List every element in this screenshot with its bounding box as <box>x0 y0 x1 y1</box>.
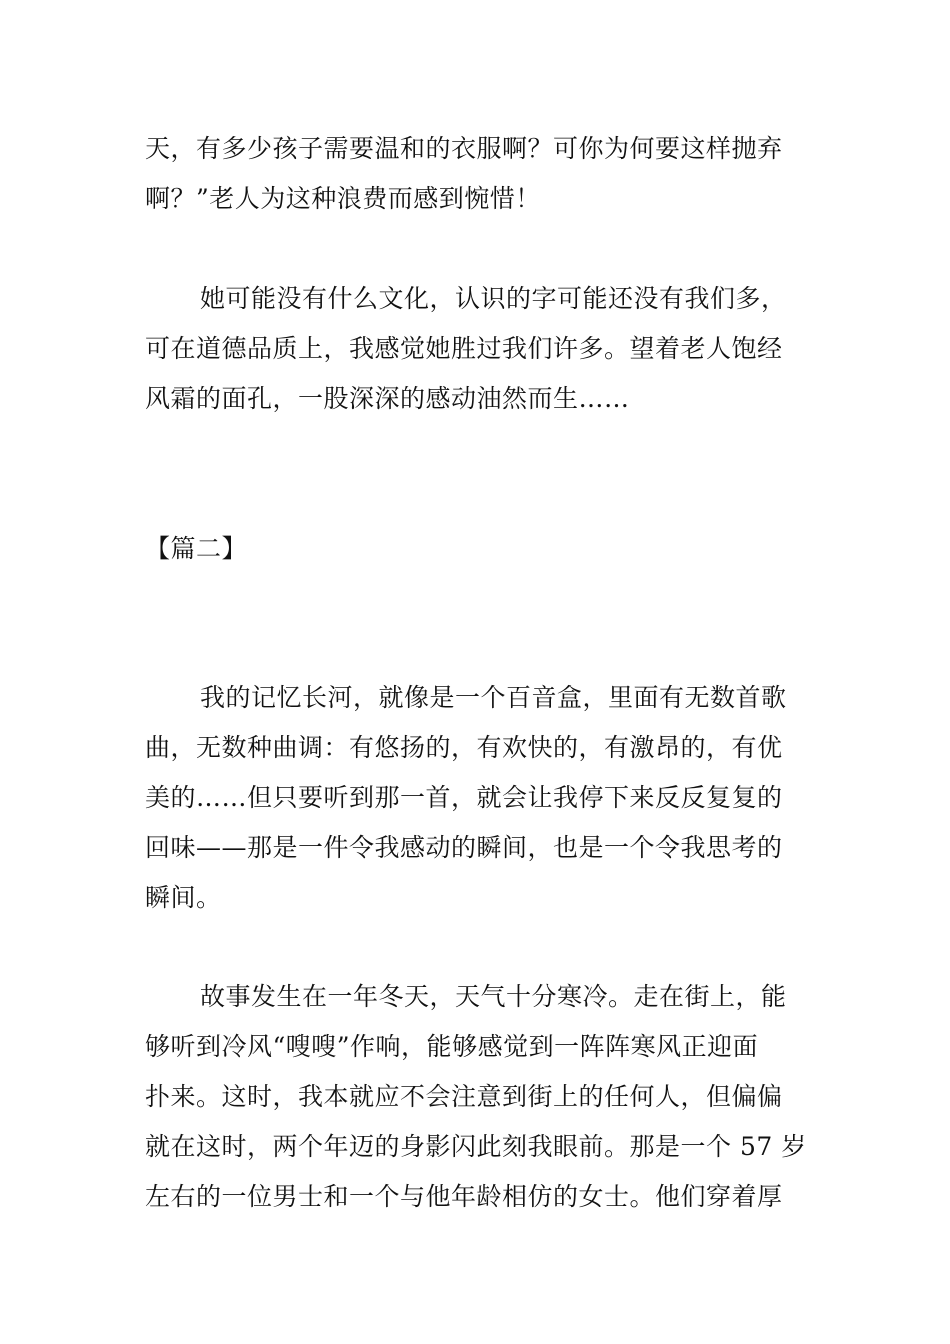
text-line: 曲，无数种曲调：有悠扬的，有欢快的，有激昂的，有优 <box>145 733 783 762</box>
paragraph-first-line: 她可能没有什么文化，认识的字可能还没有我们多， <box>200 284 787 313</box>
text-line: 啊？”老人为这种浪费而感到惋惜！ <box>145 184 541 213</box>
paragraph-first-line: 故事发生在一年冬天，天气十分寒冷。走在街上，能 <box>200 982 787 1011</box>
text-line: 可在道德品质上，我感觉她胜过我们许多。望着老人饱经 <box>145 334 783 363</box>
text-line: 风霜的面孔，一股深深的感动油然而生…… <box>145 384 630 413</box>
paragraph-first-line: 我的记忆长河，就像是一个百音盒，里面有无数首歌 <box>200 683 787 712</box>
text-line: 左右的一位男士和一个与他年龄相仿的女士。他们穿着厚 <box>145 1182 783 1211</box>
text-line: 瞬间。 <box>145 883 222 912</box>
text-line: 天，有多少孩子需要温和的衣服啊？可你为何要这样抛弃 <box>145 134 783 163</box>
section-heading: 【篇二】 <box>145 534 248 563</box>
text-line: 扑来。这时，我本就应不会注意到街上的任何人，但偏偏 <box>145 1082 783 1111</box>
text-line: 美的……但只要听到那一首，就会让我停下来反反复复的 <box>145 783 783 812</box>
text-line: 够听到冷风“嗖嗖”作响，能够感觉到一阵阵寒风正迎面 <box>145 1032 759 1061</box>
text-line: 回味——那是一件令我感动的瞬间，也是一个令我思考的 <box>145 833 783 862</box>
text-line: 就在这时，两个年迈的身影闪此刻我眼前。那是一个 57 岁 <box>145 1132 807 1161</box>
